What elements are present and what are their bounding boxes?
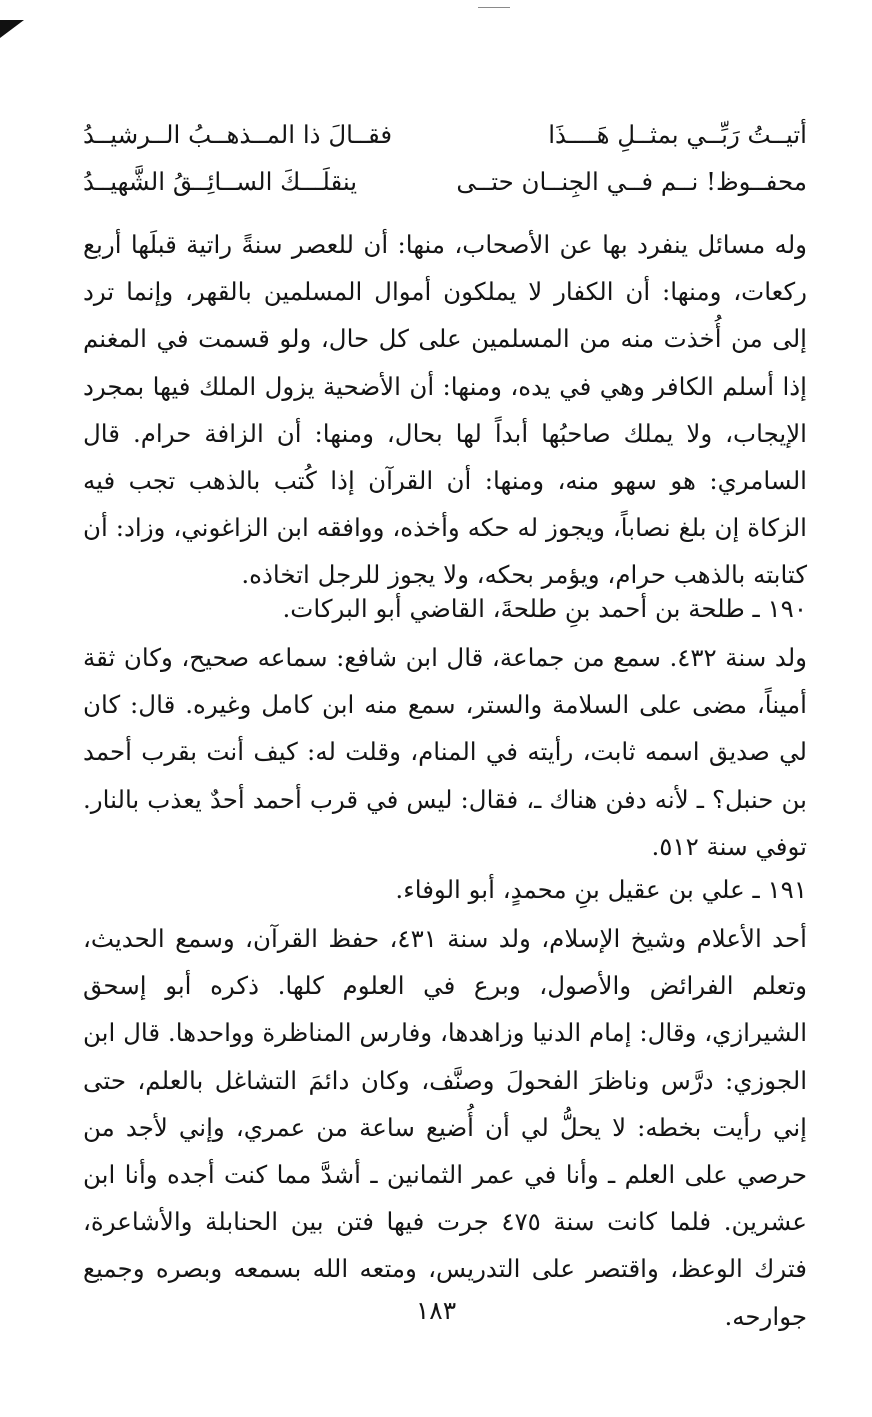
verse-1-second-hemistich: فقــالَ ذا المــذهــبُ الــرشيــدُ [83,120,393,149]
corner-triangle-mark [0,20,24,38]
entry-190-body: ولد سنة ٤٣٢. سمع من جماعة، قال ابن شافع: سماعه صحيح، وكان ثقة أميناً، مضى على السلامة والستر، سمع منه ابن كامل وغيره. قال: كان لي صديق اسمه ثابت، رأيته في المنام، وقلت له: كيف أنت بقرب أحمد بن حنبل؟ ـ لأنه دفن هناك ـ، فقال: ليس في قرب أحمد أحدٌ يعذب بالنار. توفي سنة ٥١٢. [83,643,807,861]
entry-191-heading: ١٩١ ـ علي بن عقيل بنِ محمدٍ، أبو الوفاء. [395,875,807,904]
entry-190-heading: ١٩٠ ـ طلحة بن أحمد بنِ طلحةَ، القاضي أبو البركات. [282,594,807,623]
verse-line-2 [83,167,807,211]
verse-line-1 [83,120,807,164]
page-number: ١٨٣ [415,1296,457,1325]
entry-191-body: أحد الأعلام وشيخ الإسلام، ولد سنة ٤٣١، حفظ القرآن، وسمع الحديث، وتعلم الفرائض والأصول، وبرع في العلوم كلها. ذكره أبو إسحق الشيرازي، وقال: إمام الدنيا وزاهدها، وفارس المناظرة وواحدها. قال ابن الجوزي: درَّس وناظرَ الفحولَ وصنَّف، وكان دائمَ التشاغل بالعلم، حتى إني رأيت بخطه: لا يحلُّ لي أن أُضيع ساعة من عمري، وإني لأجد من حرصي على العلم ـ وأنا في عمر الثمانين ـ أشدَّ مما كنت أجده وأنا ابن عشرين. فلما كانت سنة ٤٧٥ جرت فيها فتن بين الحنابلة والأشاعرة، فترك الوعظ، واقتصر على التدريس، ومتعه الله بسمعه وبصره وجميع جوارحه. [83,924,807,1331]
top-rule [478,7,510,8]
verse-2-first-hemistich: محفــوظ! نــم فــي الجِنــان حتــى [456,167,807,196]
paragraph-rulings: وله مسائل ينفرد بها عن الأصحاب، منها: أن للعصر سنةً راتية قبلَها أربع ركعات، ومنها: أن الكفار لا يملكون أموال المسلمين بالقهر، وإنما ترد إلى من أُخذت منه من المسلمين على كل حال، ولو قسمت في المغنم إذا أسلم الكافر وهي في يده، ومنها: أن الأضحية يزول الملك فيها بمجرد الإيجاب، ولا يملك صاحبُها أبداً لها بحال، ومنها: أن الزافة حرام. قال السامري: هو سهو منه، ومنها: أن القرآن إذا كُتب بالذهب تجب فيه الزكاة إن بلغ نصاباً، ويجوز له حكه وأخذه، ووافقه ابن الزاغوني، وزاد: أن كتابته بالذهب حرام، ويؤمر بحكه، ولا يجوز للرجل اتخاذه. [83,230,807,590]
verse-1-first-hemistich: أتيــتُ رَبِّــي بمثــلِ هَــــذَا [548,120,807,149]
verse-2-second-hemistich: ينقلَـــكَ الســائِــقُ الشَّهيــدُ [83,167,358,196]
